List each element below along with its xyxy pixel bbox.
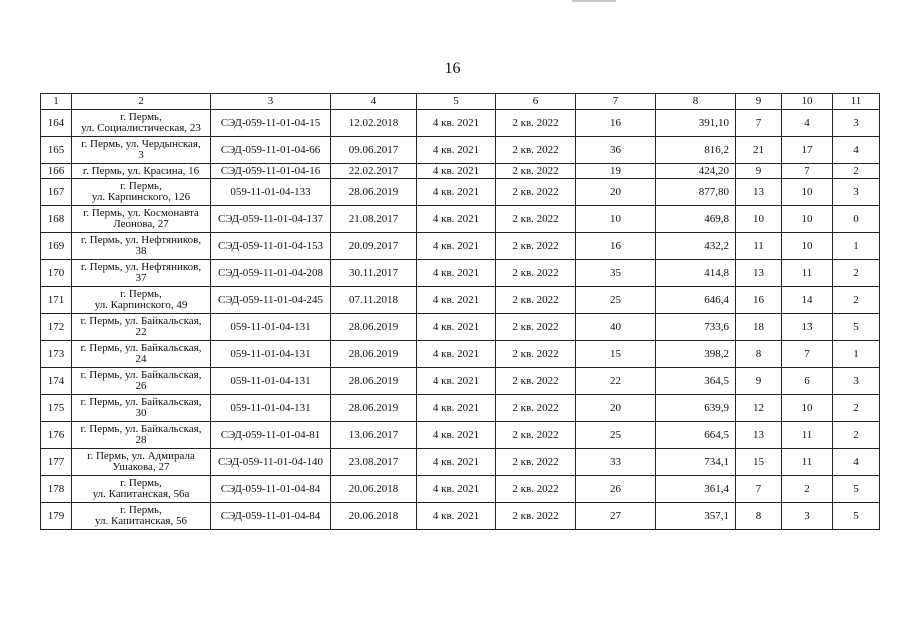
count-cell: 27 xyxy=(576,503,656,530)
column-header: 8 xyxy=(656,94,736,110)
area-cell: 398,2 xyxy=(656,341,736,368)
quarter-start-cell: 4 кв. 2021 xyxy=(417,314,496,341)
address-line: ул. Карпинского, 126 xyxy=(91,191,191,203)
table-row xyxy=(41,137,880,164)
area-cell: 361,4 xyxy=(656,476,736,503)
row-number-cell: 165 xyxy=(41,137,72,164)
date-cell: 23.08.2017 xyxy=(331,449,417,476)
col9-cell: 15 xyxy=(736,449,782,476)
quarter-start-cell: 4 кв. 2021 xyxy=(417,233,496,260)
table-row xyxy=(41,164,880,179)
col10-cell: 2 xyxy=(782,476,833,503)
quarter-end-cell: 2 кв. 2022 xyxy=(496,260,576,287)
col11-cell: 2 xyxy=(833,164,880,179)
area-cell: 733,6 xyxy=(656,314,736,341)
address-line: 37 xyxy=(135,272,147,284)
document-number-cell: СЭД-059-11-01-04-66 xyxy=(211,137,331,164)
quarter-end-cell: 2 кв. 2022 xyxy=(496,287,576,314)
quarter-start-cell: 4 кв. 2021 xyxy=(417,395,496,422)
col9-cell: 7 xyxy=(736,110,782,137)
row-number-cell: 175 xyxy=(41,395,72,422)
area-cell: 357,1 xyxy=(656,503,736,530)
col10-cell: 7 xyxy=(782,164,833,179)
date-cell: 28.06.2019 xyxy=(331,395,417,422)
col9-cell: 16 xyxy=(736,287,782,314)
address-line: г. Пермь, ул. Нефтяников, xyxy=(80,234,202,246)
area-cell: 432,2 xyxy=(656,233,736,260)
col11-cell: 4 xyxy=(833,137,880,164)
count-cell: 25 xyxy=(576,287,656,314)
address-line: 38 xyxy=(135,245,147,257)
col10-cell: 17 xyxy=(782,137,833,164)
col10-cell: 11 xyxy=(782,449,833,476)
quarter-end-cell: 2 кв. 2022 xyxy=(496,476,576,503)
col9-cell: 9 xyxy=(736,368,782,395)
document-number-cell: СЭД-059-11-01-04-81 xyxy=(211,422,331,449)
address-line: г. Пермь, ул. Адмирала xyxy=(87,450,195,462)
quarter-end-cell: 2 кв. 2022 xyxy=(496,164,576,179)
quarter-end-cell: 2 кв. 2022 xyxy=(496,395,576,422)
col11-cell: 2 xyxy=(833,260,880,287)
table-row xyxy=(41,368,880,395)
col9-cell: 13 xyxy=(736,422,782,449)
address-line: г. Пермь, ул. Байкальская, xyxy=(80,315,202,327)
address-line: г. Пермь, ул. Космонавта xyxy=(83,207,199,219)
row-number-cell: 172 xyxy=(41,314,72,341)
address-line: Леонова, 27 xyxy=(113,218,169,230)
quarter-end-cell: 2 кв. 2022 xyxy=(496,368,576,395)
col11-cell: 4 xyxy=(833,449,880,476)
address-cell xyxy=(72,287,211,314)
area-cell: 646,4 xyxy=(656,287,736,314)
date-cell: 20.09.2017 xyxy=(331,233,417,260)
column-header: 4 xyxy=(331,94,417,110)
address-line: г. Пермь, ул. Байкальская, xyxy=(80,396,202,408)
address-cell xyxy=(72,260,211,287)
document-number-cell: 059-11-01-04-133 xyxy=(211,179,331,206)
address-cell xyxy=(72,206,211,233)
count-cell: 20 xyxy=(576,395,656,422)
col10-cell: 11 xyxy=(782,260,833,287)
col9-cell: 12 xyxy=(736,395,782,422)
address-line: ул. Социалистическая, 23 xyxy=(81,122,201,134)
col11-cell: 1 xyxy=(833,233,880,260)
quarter-start-cell: 4 кв. 2021 xyxy=(417,206,496,233)
quarter-end-cell: 2 кв. 2022 xyxy=(496,422,576,449)
column-header: 10 xyxy=(782,94,833,110)
document-number-cell: СЭД-059-11-01-04-137 xyxy=(211,206,331,233)
table-row xyxy=(41,422,880,449)
count-cell: 10 xyxy=(576,206,656,233)
date-cell: 28.06.2019 xyxy=(331,179,417,206)
row-number-cell: 164 xyxy=(41,110,72,137)
address-line: г. Пермь, xyxy=(120,180,162,192)
col11-cell: 1 xyxy=(833,341,880,368)
area-cell: 877,80 xyxy=(656,179,736,206)
table-row xyxy=(41,206,880,233)
address-line: г. Пермь, xyxy=(120,504,162,516)
count-cell: 35 xyxy=(576,260,656,287)
document-number-cell: СЭД-059-11-01-04-84 xyxy=(211,503,331,530)
row-number-cell: 179 xyxy=(41,503,72,530)
column-header: 9 xyxy=(736,94,782,110)
row-number-cell: 176 xyxy=(41,422,72,449)
count-cell: 26 xyxy=(576,476,656,503)
area-cell: 816,2 xyxy=(656,137,736,164)
col9-cell: 8 xyxy=(736,341,782,368)
column-header: 5 xyxy=(417,94,496,110)
col10-cell: 10 xyxy=(782,233,833,260)
document-number-cell: СЭД-059-11-01-04-208 xyxy=(211,260,331,287)
address-line: 3 xyxy=(138,149,144,161)
col9-cell: 9 xyxy=(736,164,782,179)
address-cell xyxy=(72,341,211,368)
quarter-start-cell: 4 кв. 2021 xyxy=(417,476,496,503)
address-cell xyxy=(72,503,211,530)
date-cell: 30.11.2017 xyxy=(331,260,417,287)
document-number-cell: 059-11-01-04-131 xyxy=(211,368,331,395)
row-number-cell: 174 xyxy=(41,368,72,395)
address-line: г. Пермь, ул. Чердынская, xyxy=(81,138,201,150)
column-header: 11 xyxy=(833,94,880,110)
count-cell: 40 xyxy=(576,314,656,341)
address-line: г. Пермь, ул. Нефтяников, xyxy=(80,261,202,273)
address-cell xyxy=(72,476,211,503)
area-cell: 734,1 xyxy=(656,449,736,476)
quarter-end-cell: 2 кв. 2022 xyxy=(496,314,576,341)
quarter-start-cell: 4 кв. 2021 xyxy=(417,137,496,164)
count-cell: 25 xyxy=(576,422,656,449)
date-cell: 28.06.2019 xyxy=(331,314,417,341)
quarter-start-cell: 4 кв. 2021 xyxy=(417,449,496,476)
quarter-end-cell: 2 кв. 2022 xyxy=(496,206,576,233)
date-cell: 28.06.2019 xyxy=(331,368,417,395)
count-cell: 16 xyxy=(576,233,656,260)
quarter-start-cell: 4 кв. 2021 xyxy=(417,179,496,206)
row-number-cell: 168 xyxy=(41,206,72,233)
count-cell: 22 xyxy=(576,368,656,395)
address-cell xyxy=(72,110,211,137)
area-cell: 469,8 xyxy=(656,206,736,233)
address-cell xyxy=(72,395,211,422)
table-row xyxy=(41,110,880,137)
document-number-cell: 059-11-01-04-131 xyxy=(211,314,331,341)
address-line: 30 xyxy=(135,407,147,419)
col10-cell: 6 xyxy=(782,368,833,395)
row-number-cell: 170 xyxy=(41,260,72,287)
row-number-cell: 173 xyxy=(41,341,72,368)
col9-cell: 13 xyxy=(736,260,782,287)
col11-cell: 2 xyxy=(833,287,880,314)
quarter-end-cell: 2 кв. 2022 xyxy=(496,110,576,137)
col9-cell: 21 xyxy=(736,137,782,164)
address-line: ул. Капитанская, 56 xyxy=(95,515,187,527)
column-header: 2 xyxy=(72,94,211,110)
document-number-cell: СЭД-059-11-01-04-84 xyxy=(211,476,331,503)
col10-cell: 7 xyxy=(782,341,833,368)
row-number-cell: 166 xyxy=(41,164,72,179)
data-table xyxy=(40,93,880,530)
count-cell: 19 xyxy=(576,164,656,179)
address-cell xyxy=(72,164,211,179)
date-cell: 22.02.2017 xyxy=(331,164,417,179)
address-cell xyxy=(72,422,211,449)
address-line: г. Пермь, ул. Красина, 16 xyxy=(82,164,200,177)
address-line: г. Пермь, ул. Байкальская, xyxy=(80,342,202,354)
address-line: г. Пермь, xyxy=(120,288,162,300)
col10-cell: 10 xyxy=(782,179,833,206)
quarter-start-cell: 4 кв. 2021 xyxy=(417,422,496,449)
address-line: г. Пермь, ул. Байкальская, xyxy=(80,423,202,435)
column-header: 7 xyxy=(576,94,656,110)
table-row xyxy=(41,476,880,503)
col11-cell: 3 xyxy=(833,368,880,395)
area-cell: 424,20 xyxy=(656,164,736,179)
col11-cell: 5 xyxy=(833,314,880,341)
quarter-end-cell: 2 кв. 2022 xyxy=(496,137,576,164)
col9-cell: 10 xyxy=(736,206,782,233)
col11-cell: 3 xyxy=(833,110,880,137)
count-cell: 36 xyxy=(576,137,656,164)
table-row xyxy=(41,314,880,341)
address-cell xyxy=(72,137,211,164)
count-cell: 20 xyxy=(576,179,656,206)
table-row xyxy=(41,287,880,314)
quarter-end-cell: 2 кв. 2022 xyxy=(496,179,576,206)
date-cell: 20.06.2018 xyxy=(331,476,417,503)
quarter-start-cell: 4 кв. 2021 xyxy=(417,503,496,530)
document-number-cell: СЭД-059-11-01-04-153 xyxy=(211,233,331,260)
quarter-end-cell: 2 кв. 2022 xyxy=(496,233,576,260)
table-row xyxy=(41,341,880,368)
col9-cell: 8 xyxy=(736,503,782,530)
row-number-cell: 167 xyxy=(41,179,72,206)
col11-cell: 3 xyxy=(833,179,880,206)
date-cell: 07.11.2018 xyxy=(331,287,417,314)
col9-cell: 13 xyxy=(736,179,782,206)
date-cell: 20.06.2018 xyxy=(331,503,417,530)
page-number: 16 xyxy=(444,60,461,77)
date-cell: 21.08.2017 xyxy=(331,206,417,233)
document-number-cell: СЭД-059-11-01-04-140 xyxy=(211,449,331,476)
quarter-end-cell: 2 кв. 2022 xyxy=(496,341,576,368)
col11-cell: 5 xyxy=(833,476,880,503)
date-cell: 13.06.2017 xyxy=(331,422,417,449)
row-number-cell: 171 xyxy=(41,287,72,314)
address-cell xyxy=(72,368,211,395)
count-cell: 16 xyxy=(576,110,656,137)
row-number-cell: 178 xyxy=(41,476,72,503)
quarter-end-cell: 2 кв. 2022 xyxy=(496,449,576,476)
count-cell: 15 xyxy=(576,341,656,368)
date-cell: 09.06.2017 xyxy=(331,137,417,164)
quarter-start-cell: 4 кв. 2021 xyxy=(417,110,496,137)
table-row xyxy=(41,260,880,287)
address-line: ул. Капитанская, 56а xyxy=(92,488,190,500)
document-number-cell: СЭД-059-11-01-04-16 xyxy=(211,164,331,179)
area-cell: 391,10 xyxy=(656,110,736,137)
address-line: Ушакова, 27 xyxy=(112,461,170,473)
column-header: 3 xyxy=(211,94,331,110)
quarter-start-cell: 4 кв. 2021 xyxy=(417,260,496,287)
document-number-cell: 059-11-01-04-131 xyxy=(211,341,331,368)
address-line: ул. Карпинского, 49 xyxy=(94,299,188,311)
date-cell: 12.02.2018 xyxy=(331,110,417,137)
col10-cell: 13 xyxy=(782,314,833,341)
area-cell: 414,8 xyxy=(656,260,736,287)
table-row xyxy=(41,395,880,422)
address-line: г. Пермь, ул. Байкальская, xyxy=(80,369,202,381)
address-line: 22 xyxy=(135,326,147,338)
row-number-cell: 177 xyxy=(41,449,72,476)
document-number-cell: СЭД-059-11-01-04-245 xyxy=(211,287,331,314)
date-cell: 28.06.2019 xyxy=(331,341,417,368)
quarter-end-cell: 2 кв. 2022 xyxy=(496,503,576,530)
address-cell xyxy=(72,179,211,206)
quarter-start-cell: 4 кв. 2021 xyxy=(417,164,496,179)
col10-cell: 10 xyxy=(782,206,833,233)
quarter-start-cell: 4 кв. 2021 xyxy=(417,287,496,314)
col10-cell: 4 xyxy=(782,110,833,137)
document-number-cell: СЭД-059-11-01-04-15 xyxy=(211,110,331,137)
address-line: 24 xyxy=(135,353,147,365)
row-number-cell: 169 xyxy=(41,233,72,260)
address-line: 28 xyxy=(135,434,147,446)
quarter-start-cell: 4 кв. 2021 xyxy=(417,341,496,368)
count-cell: 33 xyxy=(576,449,656,476)
col10-cell: 10 xyxy=(782,395,833,422)
address-line: г. Пермь, xyxy=(120,477,162,489)
address-cell xyxy=(72,449,211,476)
area-cell: 664,5 xyxy=(656,422,736,449)
address-line: 26 xyxy=(135,380,147,392)
scan-artifact xyxy=(572,0,616,2)
area-cell: 364,5 xyxy=(656,368,736,395)
document-number-cell: 059-11-01-04-131 xyxy=(211,395,331,422)
address-cell xyxy=(72,233,211,260)
col9-cell: 7 xyxy=(736,476,782,503)
table-row xyxy=(41,233,880,260)
column-header: 1 xyxy=(41,94,72,110)
header-row xyxy=(41,94,880,110)
col11-cell: 2 xyxy=(833,395,880,422)
table-row xyxy=(41,503,880,530)
col9-cell: 18 xyxy=(736,314,782,341)
col10-cell: 3 xyxy=(782,503,833,530)
col9-cell: 11 xyxy=(736,233,782,260)
quarter-start-cell: 4 кв. 2021 xyxy=(417,368,496,395)
address-line: г. Пермь, xyxy=(120,111,162,123)
col11-cell: 5 xyxy=(833,503,880,530)
area-cell: 639,9 xyxy=(656,395,736,422)
col11-cell: 0 xyxy=(833,206,880,233)
address-cell xyxy=(72,314,211,341)
col10-cell: 14 xyxy=(782,287,833,314)
table-row xyxy=(41,449,880,476)
col11-cell: 2 xyxy=(833,422,880,449)
table-row xyxy=(41,179,880,206)
column-header: 6 xyxy=(496,94,576,110)
col10-cell: 11 xyxy=(782,422,833,449)
